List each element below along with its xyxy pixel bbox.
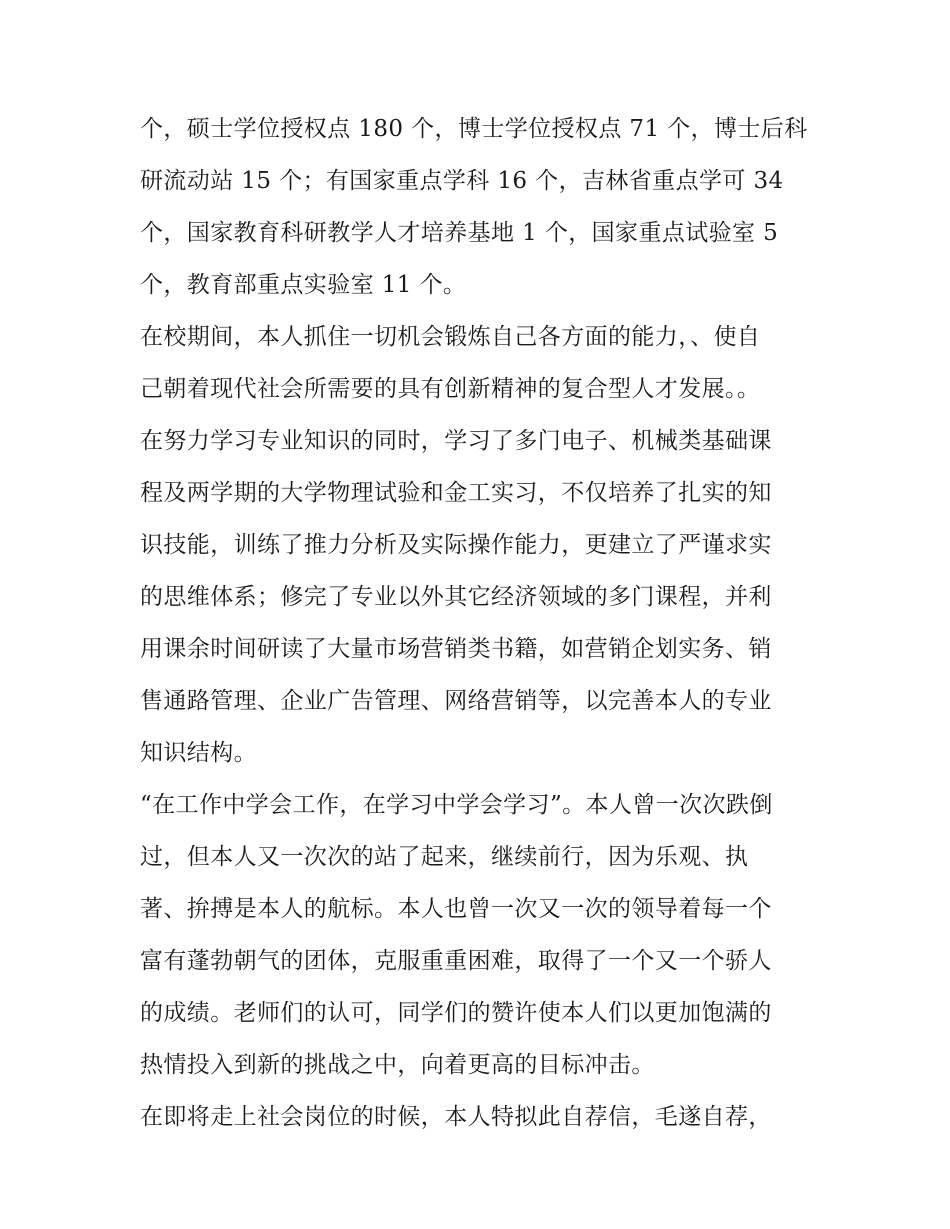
- text-line: 的成绩。老师们的认可，同学们的赞许使本人们以更加饱满的: [140, 1000, 772, 1026]
- paragraph-study: [140, 415, 820, 779]
- text-line: 富有蓬勃朝气的团体，克服重重困难，取得了一个又一个骄人: [140, 948, 772, 974]
- text-line: 研流动站 15 个；有国家重点学科 16 个，吉林省重点学可 34: [140, 168, 784, 194]
- paragraph-institution-stats: [140, 103, 820, 311]
- text-line: 在校期间，本人抓住一切机会锻炼自己各方面的能力，、使自: [140, 324, 761, 350]
- text-line: 个，国家教育科研教学人才培养基地 1 个，国家重点试验室 5: [140, 220, 779, 246]
- text-line: 个，硕士学位授权点 180 个，博士学位授权点 71 个，博士后科: [140, 116, 808, 142]
- paragraph-closing: [140, 1091, 820, 1143]
- text-line: 程及两学期的大学物理试验和金工实习，不仅培养了扎实的知: [140, 480, 772, 506]
- text-line: 售通路管理、企业广告管理、网络营销等，以完善本人的专业: [140, 688, 772, 714]
- text-line: 识技能，训练了推力分析及实际操作能力，更建立了严谨求实: [140, 532, 772, 558]
- document-body: [140, 103, 820, 1143]
- paragraph-school-period: [140, 311, 820, 415]
- text-line: 过，但本人又一次次的站了起来，继续前行，因为乐观、执: [140, 844, 749, 870]
- paragraph-work-learning: [140, 779, 820, 1091]
- text-line: 的思维体系；修完了专业以外其它经济领域的多门课程，并利: [140, 584, 772, 610]
- text-line: 热情投入到新的挑战之中，向着更高的目标冲击。: [140, 1052, 655, 1078]
- text-line: “在工作中学会工作，在学习中学会学习”。本人曾一次次跌倒: [140, 792, 773, 818]
- text-line: 己朝着现代社会所需要的具有创新精神的复合型人才发展。。: [140, 376, 761, 402]
- text-line: 著、拚搏是本人的航标。本人也曾一次又一次的领导着每一个: [140, 896, 772, 922]
- text-line: 在努力学习专业知识的同时，学习了多门电子、机械类基础课: [140, 428, 772, 454]
- text-line: 知识结构。: [140, 740, 257, 766]
- text-line: 用课余时间研读了大量市场营销类书籍，如营销企划实务、销: [140, 636, 772, 662]
- text-line: 个，教育部重点实验室 11 个。: [140, 272, 467, 298]
- text-line: 在即将走上社会岗位的时候，本人特拟此自荐信，毛遂自荐，: [140, 1104, 772, 1130]
